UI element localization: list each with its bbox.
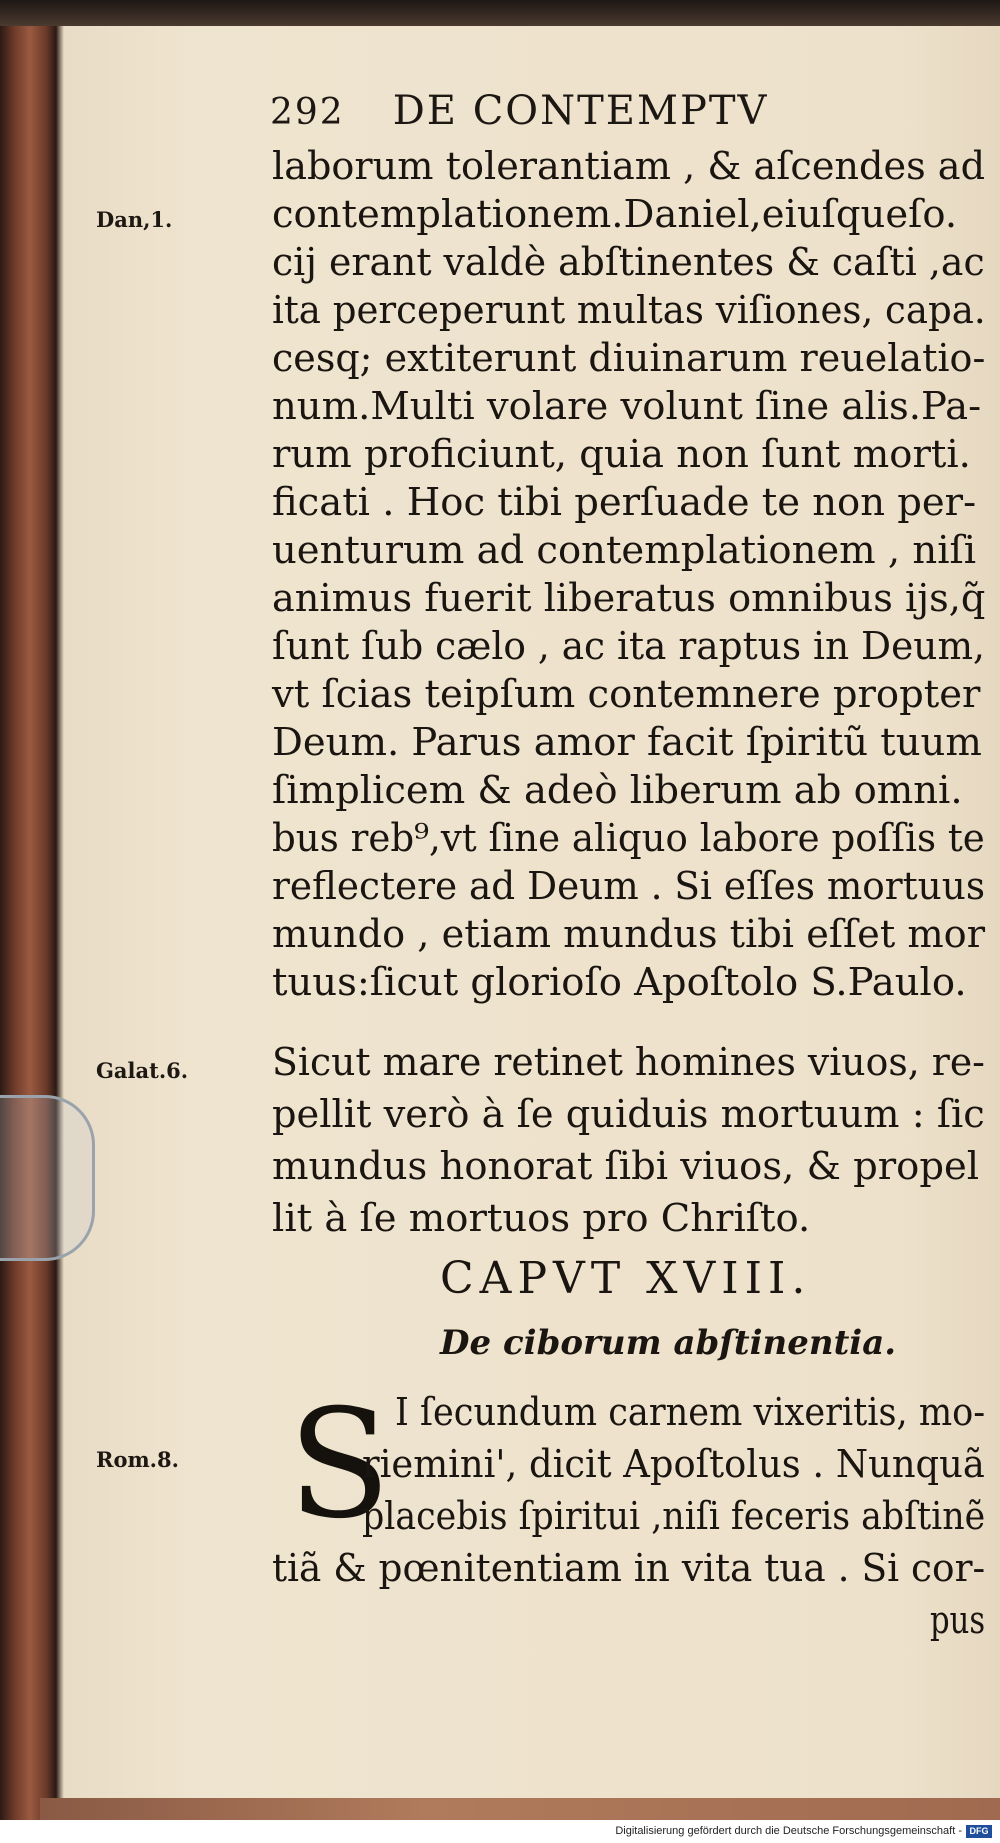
body-line: tuus:ſicut glorioſo Apoſtolo S.Paulo. <box>272 960 967 1005</box>
body-line: num.Multi volare volunt ſine alis.Pa- <box>272 384 982 429</box>
body-line: cij erant valdè abſtinentes & caſti ,ac <box>272 240 985 285</box>
body-line: rum proficiunt, quia non ſunt morti. <box>272 432 971 477</box>
catchword: pus <box>930 1598 986 1643</box>
body-line: ficati . Hoc tibi perſuade te non per- <box>272 480 977 525</box>
margin-note-daniel: Dan,1. <box>96 207 173 232</box>
page-number: 292 <box>270 92 345 133</box>
chapter-line: tiã & pœnitentiam in vita tua . Si cor- <box>272 1546 986 1591</box>
running-head-title: DE CONTEMPTV <box>392 88 769 134</box>
body-line: animus fuerit liberatus omnibus ijs,q̃ <box>272 576 986 621</box>
margin-note-romans: Rom.8. <box>96 1447 179 1472</box>
dfg-logo: DFG <box>966 1825 992 1838</box>
running-header <box>270 88 768 134</box>
chapter-line: riemini', dicit Apoſtolus . Nunquã <box>362 1442 985 1487</box>
body-line: lit à ſe mortuos pro Chriſto. <box>272 1196 811 1241</box>
body-line: laborum tolerantiam , & aſcendes ad <box>272 144 986 189</box>
body-line: mundo , etiam mundus tibi eſſet mor <box>272 912 985 957</box>
bottom-edge <box>40 1798 1000 1820</box>
body-line: uenturum ad contemplationem , niſi <box>272 528 977 573</box>
body-line: ſunt ſub cælo , ac ita raptus in Deum, <box>272 624 985 669</box>
chapter-line: placebis ſpiritui ,niſi feceris abſtinẽ <box>362 1494 986 1539</box>
chapter-heading: CAPVT XVIII. <box>440 1253 812 1304</box>
top-edge <box>0 0 1000 26</box>
body-line: mundus honorat ſibi viuos, & propel <box>272 1144 980 1189</box>
body-line: vt ſcias teipſum contemnere propter <box>272 672 981 717</box>
margin-note-galatians: Galat.6. <box>96 1058 189 1083</box>
body-line: ita perceperunt multas viſiones, capa. <box>272 288 986 333</box>
book-clip <box>0 1095 95 1261</box>
body-line: reflectere ad Deum . Si eſſes mortuus <box>272 864 986 909</box>
footer-credit: Digitalisierung gefördert durch die Deutsche Forschungsgemeinschaft - <box>615 1825 962 1837</box>
body-line: pellit verò à ſe quiduis mortuum : ſic <box>272 1092 985 1137</box>
chapter-subtitle: De ciborum abſtinentia. <box>440 1323 897 1363</box>
body-line: ſimplicem & adeò liberum ab omni. <box>272 768 963 813</box>
drop-cap: S <box>288 1378 391 1552</box>
body-line: bus reb⁹,vt ſine aliquo labore poſſis te <box>272 816 985 861</box>
body-line: contemplationem.Daniel,eiuſqueſo. <box>272 192 958 237</box>
chapter-line: I ſecundum carnem vixeritis, mo- <box>395 1390 986 1435</box>
body-line: Deum. Parus amor facit ſpiritũ tuum <box>272 720 982 765</box>
body-line: cesq; extiterunt diuinarum reuelatio- <box>272 336 986 381</box>
body-line: Sicut mare retinet homines viuos, re- <box>272 1040 985 1085</box>
